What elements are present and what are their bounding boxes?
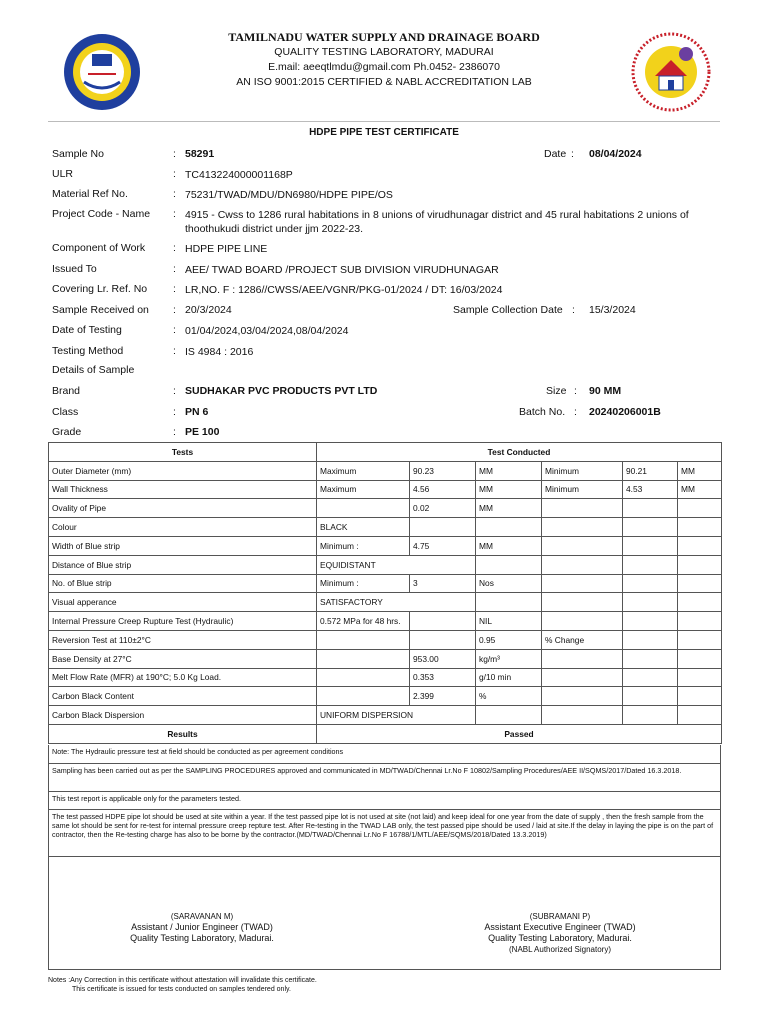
test-value-cell: MM <box>476 536 542 555</box>
header-divider <box>48 121 720 122</box>
test-value-cell <box>542 593 623 612</box>
sample-no-value: 58291 <box>185 148 215 160</box>
test-value-cell <box>542 536 623 555</box>
test-results-table <box>48 442 722 744</box>
test-value-cell: 0.95 <box>476 630 542 649</box>
received-value: 20/3/2024 <box>185 304 232 316</box>
table-row <box>49 668 722 687</box>
colon: : <box>173 188 176 200</box>
colon: : <box>572 304 575 316</box>
test-value-cell <box>476 706 542 725</box>
test-value-cell: 0.353 <box>410 668 476 687</box>
table-row <box>49 536 722 555</box>
test-value-cell <box>623 593 678 612</box>
table-row <box>49 480 722 499</box>
footer-line-1: Notes :Any Correction in this certificate without attestation will invalidate this certificate. <box>48 977 317 984</box>
received-label: Sample Received on <box>52 304 149 316</box>
test-value-cell: SATISFACTORY <box>317 593 476 612</box>
left-signatory-designation: Assistant / Junior Engineer (TWAD) <box>131 922 273 932</box>
test-value-cell <box>317 649 410 668</box>
test-name-cell: Distance of Blue strip <box>49 555 317 574</box>
brand-label: Brand <box>52 385 81 397</box>
colon: : <box>574 406 577 418</box>
note-hydraulic: Note: The Hydraulic pressure test at field should be conducted as per agreement conditions <box>48 745 721 764</box>
test-value-cell <box>623 574 678 593</box>
test-value-cell: 4.53 <box>623 480 678 499</box>
table-row <box>49 612 722 631</box>
test-name-cell: Outer Diameter (mm) <box>49 461 317 480</box>
colon: : <box>173 168 176 180</box>
sample-no-label: Sample No <box>52 148 104 160</box>
test-value-cell: BLACK <box>317 518 410 537</box>
test-value-cell: 4.75 <box>410 536 476 555</box>
test-value-cell <box>410 518 476 537</box>
test-value-cell: kg/m³ <box>476 649 542 668</box>
test-value-cell <box>476 518 542 537</box>
test-value-cell <box>623 499 678 518</box>
test-value-cell <box>542 687 623 706</box>
test-value-cell: g/10 min <box>476 668 542 687</box>
test-value-cell <box>678 649 722 668</box>
test-value-cell <box>678 536 722 555</box>
test-rows <box>49 461 722 724</box>
colon: : <box>173 385 176 397</box>
test-value-cell: % Change <box>542 630 623 649</box>
test-value-cell <box>317 499 410 518</box>
test-value-cell <box>678 555 722 574</box>
test-conducted-header: Test Conducted <box>317 443 722 462</box>
test-value-cell <box>623 536 678 555</box>
batch-value: 20240206001B <box>589 406 661 418</box>
table-row <box>49 649 722 668</box>
colon: : <box>173 263 176 275</box>
class-label: Class <box>52 406 79 418</box>
nabl-signatory-note: (NABL Authorized Signatory) <box>509 945 611 954</box>
colon: : <box>173 304 176 316</box>
test-value-cell: 90.23 <box>410 461 476 480</box>
issued-to-value: AEE/ TWAD BOARD /PROJECT SUB DIVISION VIRUDHUNAGAR <box>185 264 499 276</box>
class-value: PN 6 <box>185 406 209 418</box>
grade-value: PE 100 <box>185 426 220 438</box>
test-value-cell <box>476 555 542 574</box>
issued-to-label: Issued To <box>52 263 97 275</box>
test-value-cell <box>678 518 722 537</box>
test-value-cell <box>678 706 722 725</box>
note-sampling: Sampling has been carried out as per the SAMPLING PROCEDURES approved and communicated in MD/TWAD/Chennai Lr.No F 10802/Sampling Procedures/AEE II/SQMS/2017/Dated 16.3.2018. <box>48 764 721 792</box>
table-row <box>49 687 722 706</box>
note-parameters: This test report is applicable only for the parameters tested. <box>48 792 721 810</box>
accreditation-line: AN ISO 9001:2015 CERTIFIED & NABL ACCREDITATION LAB <box>236 76 532 88</box>
test-value-cell: 0.572 MPa for 48 hrs. <box>317 612 410 631</box>
colon: : <box>173 242 176 254</box>
test-name-cell: No. of Blue strip <box>49 574 317 593</box>
test-name-cell: Internal Pressure Creep Rupture Test (Hydraulic) <box>49 612 317 631</box>
table-row <box>49 574 722 593</box>
test-value-cell: MM <box>476 480 542 499</box>
covering-value: LR,NO. F : 1286//CWSS/AEE/VGNR/PKG-01/2024 / DT: 16/03/2024 <box>185 284 503 296</box>
left-signature <box>82 911 322 944</box>
ulr-value: TC413224000001168P <box>185 169 293 181</box>
test-value-cell <box>542 574 623 593</box>
grade-label: Grade <box>52 426 82 438</box>
test-value-cell: 90.21 <box>623 461 678 480</box>
test-value-cell: Maximum <box>317 461 410 480</box>
test-value-cell: NIL <box>476 612 542 631</box>
colon: : <box>173 426 176 438</box>
test-value-cell <box>623 687 678 706</box>
colon: : <box>173 345 176 357</box>
org-name: TAMILNADU WATER SUPPLY AND DRAINAGE BOARD <box>228 30 540 44</box>
test-value-cell: Nos <box>476 574 542 593</box>
details-label: Details of Sample <box>52 364 135 376</box>
tests-header: Tests <box>49 443 317 462</box>
test-value-cell <box>678 668 722 687</box>
batch-label: Batch No. <box>519 406 566 418</box>
note-retest: The test passed HDPE pipe lot should be used at site within a year. If the test passed pipe lot is not used at site (not laid) and keep ideal for one year from the date of supply , then the fresh sample from the same lot should be sent for re-test for internal pressure creep repture test. After Re-testing in the TWAD LAB only, the test passed pipe should be used / laid at site.If the delay in laying the pipe is on the part of contractor, then the Re-testing charge has also to be borne by the contractor.(MD/TWAD/Chennai Lr.No F 16788/1/MTL/AEE/SQMS/2018/Dated 13.3.2019) <box>48 810 721 857</box>
test-value-cell <box>623 630 678 649</box>
date-value: 08/04/2024 <box>589 148 642 160</box>
test-value-cell <box>623 668 678 687</box>
colon: : <box>173 148 176 160</box>
test-value-cell <box>542 612 623 631</box>
test-value-cell <box>476 593 542 612</box>
test-name-cell: Reversion Test at 110±2°C <box>49 630 317 649</box>
table-row <box>49 461 722 480</box>
table-row <box>49 706 722 725</box>
test-value-cell <box>678 593 722 612</box>
test-value-cell: Minimum : <box>317 536 410 555</box>
test-value-cell: 4.56 <box>410 480 476 499</box>
test-value-cell <box>623 649 678 668</box>
component-label: Component of Work <box>52 242 146 254</box>
test-name-cell: Visual apperance <box>49 593 317 612</box>
test-value-cell <box>623 518 678 537</box>
test-value-cell <box>410 612 476 631</box>
test-name-cell: Colour <box>49 518 317 537</box>
test-value-cell: EQUIDISTANT <box>317 555 476 574</box>
method-label: Testing Method <box>52 345 124 357</box>
ulr-label: ULR <box>52 168 74 180</box>
contact-line: E.mail: aeeqtlmdu@gmail.com Ph.0452- 2386070 <box>268 61 500 73</box>
table-row <box>49 630 722 649</box>
size-label: Size <box>546 385 567 397</box>
test-value-cell: 953.00 <box>410 649 476 668</box>
test-value-cell: Minimum <box>542 461 623 480</box>
colon: : <box>571 148 574 160</box>
right-signatory-name: (SUBRAMANI P) <box>529 912 591 921</box>
table-header-row <box>49 443 722 462</box>
certificate-title: HDPE PIPE TEST CERTIFICATE <box>309 127 459 138</box>
test-value-cell <box>623 706 678 725</box>
colon: : <box>574 385 577 397</box>
test-value-cell: MM <box>476 461 542 480</box>
test-name-cell: Wall Thickness <box>49 480 317 499</box>
date-label: Date <box>544 148 567 160</box>
test-name-cell: Carbon Black Content <box>49 687 317 706</box>
project-code-value: 4915 - Cwss to 1286 rural habitations in 8 unions of virudhunagar district and 45 rural habitations 2 unions of thoothukudi district under jjm 2022-23. <box>185 209 689 235</box>
results-label: Results <box>49 724 317 743</box>
component-value: HDPE PIPE LINE <box>185 243 268 255</box>
colon: : <box>173 283 176 295</box>
test-value-cell: 2.399 <box>410 687 476 706</box>
test-value-cell: Maximum <box>317 480 410 499</box>
footer-line-2: This certificate is issued for tests conducted on samples tendered only. <box>72 986 291 993</box>
lab-name: QUALITY TESTING LABORATORY, MADURAI <box>274 46 494 58</box>
results-value: Passed <box>317 724 722 743</box>
covering-label: Covering Lr. Ref. No <box>52 283 148 295</box>
test-value-cell <box>623 612 678 631</box>
test-value-cell <box>410 630 476 649</box>
test-value-cell <box>678 630 722 649</box>
test-value-cell: MM <box>476 499 542 518</box>
method-value: IS 4984 : 2016 <box>185 346 254 358</box>
colon: : <box>173 324 176 336</box>
testing-date-value: 01/04/2024,03/04/2024,08/04/2024 <box>185 325 349 337</box>
test-value-cell <box>678 574 722 593</box>
results-row <box>49 724 722 743</box>
table-row <box>49 518 722 537</box>
test-value-cell <box>542 668 623 687</box>
right-signatory-lab: Quality Testing Laboratory, Madurai. <box>488 933 632 943</box>
table-row <box>49 593 722 612</box>
test-name-cell: Base Density at 27°C <box>49 649 317 668</box>
colon: : <box>173 406 176 418</box>
left-signatory-lab: Quality Testing Laboratory, Madurai. <box>130 933 274 943</box>
test-value-cell <box>623 555 678 574</box>
test-value-cell <box>542 499 623 518</box>
testing-date-label: Date of Testing <box>52 324 122 336</box>
test-name-cell: Carbon Black Dispersion <box>49 706 317 725</box>
size-value: 90 MM <box>589 385 622 397</box>
test-name-cell: Ovality of Pipe <box>49 499 317 518</box>
test-value-cell: Minimum : <box>317 574 410 593</box>
project-code-label: Project Code - Name <box>52 208 151 220</box>
test-value-cell <box>678 612 722 631</box>
right-signature <box>440 911 680 955</box>
table-row <box>49 499 722 518</box>
left-signatory-name: (SARAVANAN M) <box>170 912 234 921</box>
test-value-cell: 0.02 <box>410 499 476 518</box>
collection-label: Sample Collection Date <box>453 304 563 316</box>
test-value-cell <box>317 687 410 706</box>
material-ref-label: Material Ref No. <box>52 188 128 200</box>
brand-value: SUDHAKAR PVC PRODUCTS PVT LTD <box>185 385 378 397</box>
test-value-cell: UNIFORM DISPERSION <box>317 706 476 725</box>
test-value-cell: MM <box>678 480 722 499</box>
right-signatory-designation: Assistant Executive Engineer (TWAD) <box>484 922 636 932</box>
test-value-cell: 3 <box>410 574 476 593</box>
test-value-cell <box>678 687 722 706</box>
test-name-cell: Melt Flow Rate (MFR) at 190°C; 5.0 Kg Load. <box>49 668 317 687</box>
test-value-cell: % <box>476 687 542 706</box>
colon: : <box>173 208 176 220</box>
table-row <box>49 555 722 574</box>
test-value-cell <box>317 668 410 687</box>
test-value-cell <box>678 499 722 518</box>
test-value-cell <box>542 649 623 668</box>
collection-value: 15/3/2024 <box>589 304 636 316</box>
footer-notes <box>48 976 317 994</box>
test-value-cell <box>542 555 623 574</box>
test-value-cell <box>317 630 410 649</box>
material-ref-value: 75231/TWAD/MDU/DN6980/HDPE PIPE/OS <box>185 189 393 201</box>
test-value-cell <box>542 706 623 725</box>
test-value-cell <box>542 518 623 537</box>
test-value-cell: Minimum <box>542 480 623 499</box>
test-value-cell: MM <box>678 461 722 480</box>
test-name-cell: Width of Blue strip <box>49 536 317 555</box>
